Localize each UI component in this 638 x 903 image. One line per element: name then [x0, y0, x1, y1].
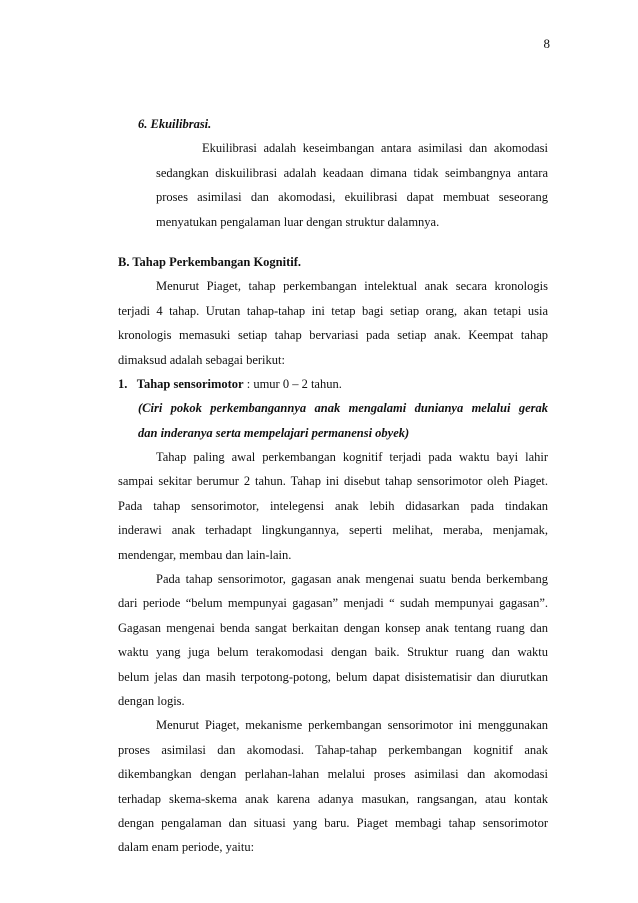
- stage-1-note: [138, 396, 548, 445]
- text-line: inderawi anak terhadapt lingkungannya, seperti melihat, meraba, menjamak,: [118, 523, 548, 538]
- text-line: Tahap paling awal perkembangan kognitif terjadi pada waktu bayi lahir: [156, 450, 548, 465]
- item-6-body: [156, 136, 548, 234]
- section-b-intro: [118, 274, 548, 372]
- text-line: Menurut Piaget, mekanisme perkembangan sensorimotor ini menggunakan: [156, 718, 548, 733]
- text-line: sedangkan diskuilibrasi adalah keadaan dimana tidak seimbangnya antara: [156, 165, 548, 180]
- text-line: dengan pengalaman dan situasi yang baru. Piaget membagi tahap sensorimotor: [118, 815, 548, 830]
- text-line: dalam enam periode, yaitu:: [118, 840, 255, 855]
- text-line: menyatukan pengalaman luar dengan struktur dalamnya.: [156, 214, 440, 229]
- text-line: sampai sekitar berumur 2 tahun. Tahap ini disebut tahap sensorimotor oleh Piaget.: [118, 474, 548, 489]
- text-line: Pada tahap sensorimotor, gagasan anak mengenai suatu benda berkembang: [156, 572, 548, 587]
- page-number: 8: [543, 36, 550, 51]
- text-line: Menurut Piaget, tahap perkembangan intelektual anak secara kronologis: [156, 279, 548, 294]
- text-line: kronologis memasuki setiap tahap bervariasi pada setiap anak. Keempat tahap: [118, 328, 548, 343]
- text-line: Pada tahap sensorimotor, intelegensi anak lebih didasarkan pada tindakan: [118, 498, 548, 513]
- paragraph-2: [118, 567, 548, 713]
- text-line: Ekuilibrasi adalah keseimbangan antara asimilasi dan akomodasi: [202, 141, 548, 156]
- text-line: (Ciri pokok perkembangannya anak mengalami dunianya melalui gerak: [138, 401, 548, 416]
- paragraph-3: [118, 713, 548, 859]
- item-6-heading: 6. Ekuilibrasi.: [138, 117, 212, 131]
- text-line: dikembangkan dengan perlahan-lahan melalui proses asimilasi dan akomodasi: [118, 767, 548, 782]
- text-line: dan inderanya serta mempelajari permanensi obyek): [138, 425, 410, 440]
- section-b-heading: B. Tahap Perkembangan Kognitif.: [118, 254, 302, 269]
- text-line: proses asimilasi dan akomodasi. Tahap-tahap perkembangan kognitif anak: [118, 742, 548, 757]
- paragraph-1: [118, 445, 548, 567]
- stage-1-number: 1.: [118, 376, 128, 391]
- text-line: belum jelas dan masih terpotong-potong, belum dapat disistematisir dan diurutkan: [118, 669, 548, 684]
- stage-1-title: Tahap sensorimotor: [136, 376, 244, 391]
- stage-1-age: : umur 0 – 2 tahun.: [243, 376, 342, 391]
- text-line: dengan logis.: [118, 693, 185, 708]
- text-line: dari periode “belum mempunyai gagasan” menjadi “ sudah mempunyai gagasan”.: [118, 596, 548, 611]
- text-line: waktu yang juga belum terakomodasi dengan baik. Struktur ruang dan waktu: [118, 645, 548, 660]
- text-line: Gagasan mengenai benda sangat berkaitan dengan konsep anak tentang ruang dan: [118, 620, 548, 635]
- text-line: mendengar, membau dan lain-lain.: [118, 547, 292, 562]
- text-line: dimaksud adalah sebagai berikut:: [118, 352, 285, 367]
- text-line: terjadi 4 tahap. Urutan tahap-tahap ini tetap bagi setiap orang, akan tetapi usia: [118, 303, 548, 318]
- stage-1-heading: [118, 372, 548, 396]
- text-line: proses asimilasi dan akomodasi, ekuilibrasi dapat membuat seseorang: [156, 190, 548, 205]
- document-body: [118, 112, 548, 860]
- text-line: terhadap skema-skema anak karena adanya masukan, rangsangan, atau kontak: [118, 791, 548, 806]
